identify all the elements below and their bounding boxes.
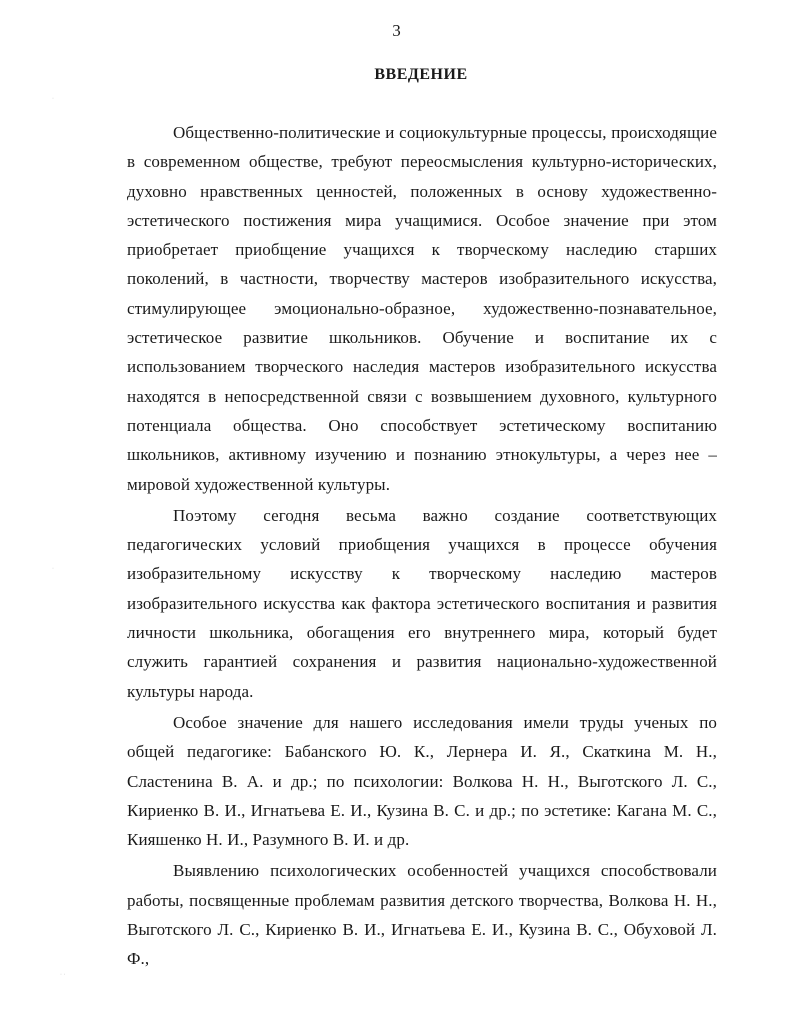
section-title: ВВЕДЕНИЕ xyxy=(374,66,468,83)
body-text xyxy=(127,118,717,974)
scan-speck: · xyxy=(52,96,54,102)
scan-speck: · · xyxy=(60,972,66,978)
paragraph-1: Общественно-политические и социокультурные процессы, происходящие в современном обществе, требуют переосмысления культурно-исторических, духовно нравственных ценностей, положенных в основу художественно-эстетического постижения мира учащимися. Особое значение при этом приобретает приобщение учащихся к творческому наследию старших поколений, в частности, творчеству мастеров изобразительного искусства, стимулирующее эмоционально-образное, художественно-познавательное, эстетическое развитие школьников. Обучение и воспитание их с использованием творческого наследия мастеров изобразительного искусства находятся в непосредственной связи с возвышением духовного, культурного потенциала общества. Оно способствует эстетическому воспитанию школьников, активному изучению и познанию этнокультуры, а через нее – мировой художественной культуры. xyxy=(127,123,717,494)
paragraph-2: Поэтому сегодня весьма важно создание соответствующих педагогических условий приобщения учащихся в процессе обучения изобразительному искусству к творческому наследию мастеров изобразительного искусства как фактора эстетического воспитания и развития личности школьника, обогащения его внутреннего мира, который будет служить гарантией сохранения и развития национально-художественной культуры народа. xyxy=(127,505,717,701)
scan-speck: · xyxy=(52,566,54,572)
page-number: 3 xyxy=(392,21,401,40)
paragraph-4: Выявлению психологических особенностей учащихся способствовали работы, посвященные проблемам развития детского творчества, Волкова Н. Н., Выготского Л. С., Кириенко В. И., Игнатьева Е. И., Кузина В. С., Обуховой Л. Ф., xyxy=(127,861,717,969)
paragraph-3: Особое значение для нашего исследования имели труды ученых по общей педагогике: Бабанского Ю. К., Лернера И. Я., Скаткина М. Н., Сластенина В. А. и др.; по психологии: Волкова Н. Н., Выготского Л. С., Кириенко В. И., Игнатьева Е. И., Кузина В. С. и др.; по эстетике: Кагана М. С., Кияшенко Н. И., Разумного В. И. и др. xyxy=(127,712,717,850)
